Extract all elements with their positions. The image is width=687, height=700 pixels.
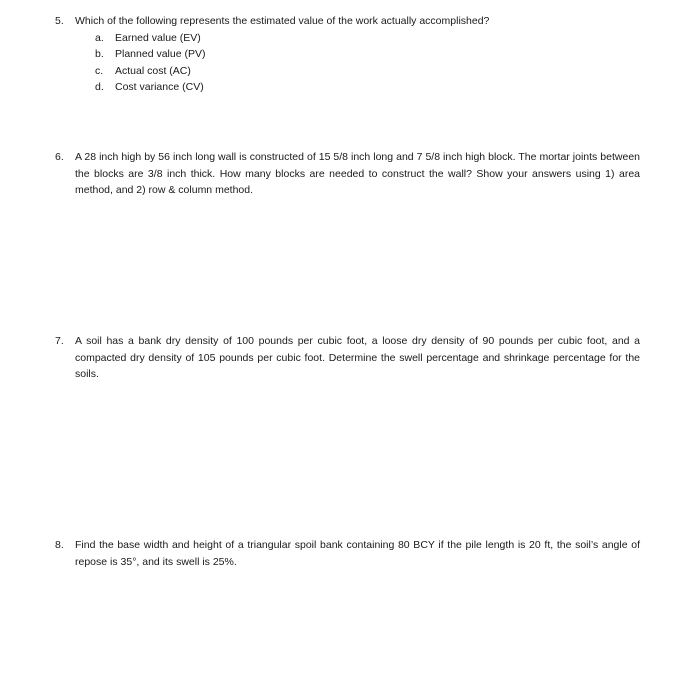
option-b xyxy=(55,46,640,63)
option-c xyxy=(55,63,640,80)
option-text: Planned value (PV) xyxy=(115,48,206,60)
question-number: 6. xyxy=(55,151,64,163)
option-text: Cost variance (CV) xyxy=(115,81,204,93)
question-number: 7. xyxy=(55,335,64,347)
option-text: Earned value (EV) xyxy=(115,31,201,44)
question-6 xyxy=(55,149,640,199)
option-letter: c. xyxy=(95,64,104,77)
question-number: 5. xyxy=(55,15,64,27)
question-text: A 28 inch high by 56 inch long wall is constructed of 15 5/8 inch long and 7 5/8 inch high block. The mortar joints between the blocks are 3/8 inch thick. How many blocks are needed to construct the wall? Show your answers using 1) area method, and 2) row & column method. xyxy=(75,151,640,196)
option-letter: d. xyxy=(95,81,104,93)
question-text: Which of the following represents the estimated value of the work actually accomplished? xyxy=(75,15,490,27)
question-5 xyxy=(55,13,640,96)
option-letter: a. xyxy=(95,31,104,44)
question-7 xyxy=(55,333,640,383)
question-text: A soil has a bank dry density of 100 pounds per cubic foot, a loose dry density of 90 pounds per cubic foot, and a compacted dry density of 105 pounds per cubic foot. Determine the swell percentage and shrinkage percentage for the soils. xyxy=(75,335,640,380)
option-letter: b. xyxy=(95,48,104,60)
option-text: Actual cost (AC) xyxy=(115,64,191,77)
answer-options xyxy=(55,30,640,96)
option-d xyxy=(55,79,640,96)
question-text: Find the base width and height of a triangular spoil bank containing 80 BCY if the pile length is 20 ft, the soil’s angle of repose is 35°, and its swell is 25%. xyxy=(75,539,640,568)
question-8 xyxy=(55,537,640,570)
option-a xyxy=(55,30,640,47)
question-number: 8. xyxy=(55,539,64,551)
